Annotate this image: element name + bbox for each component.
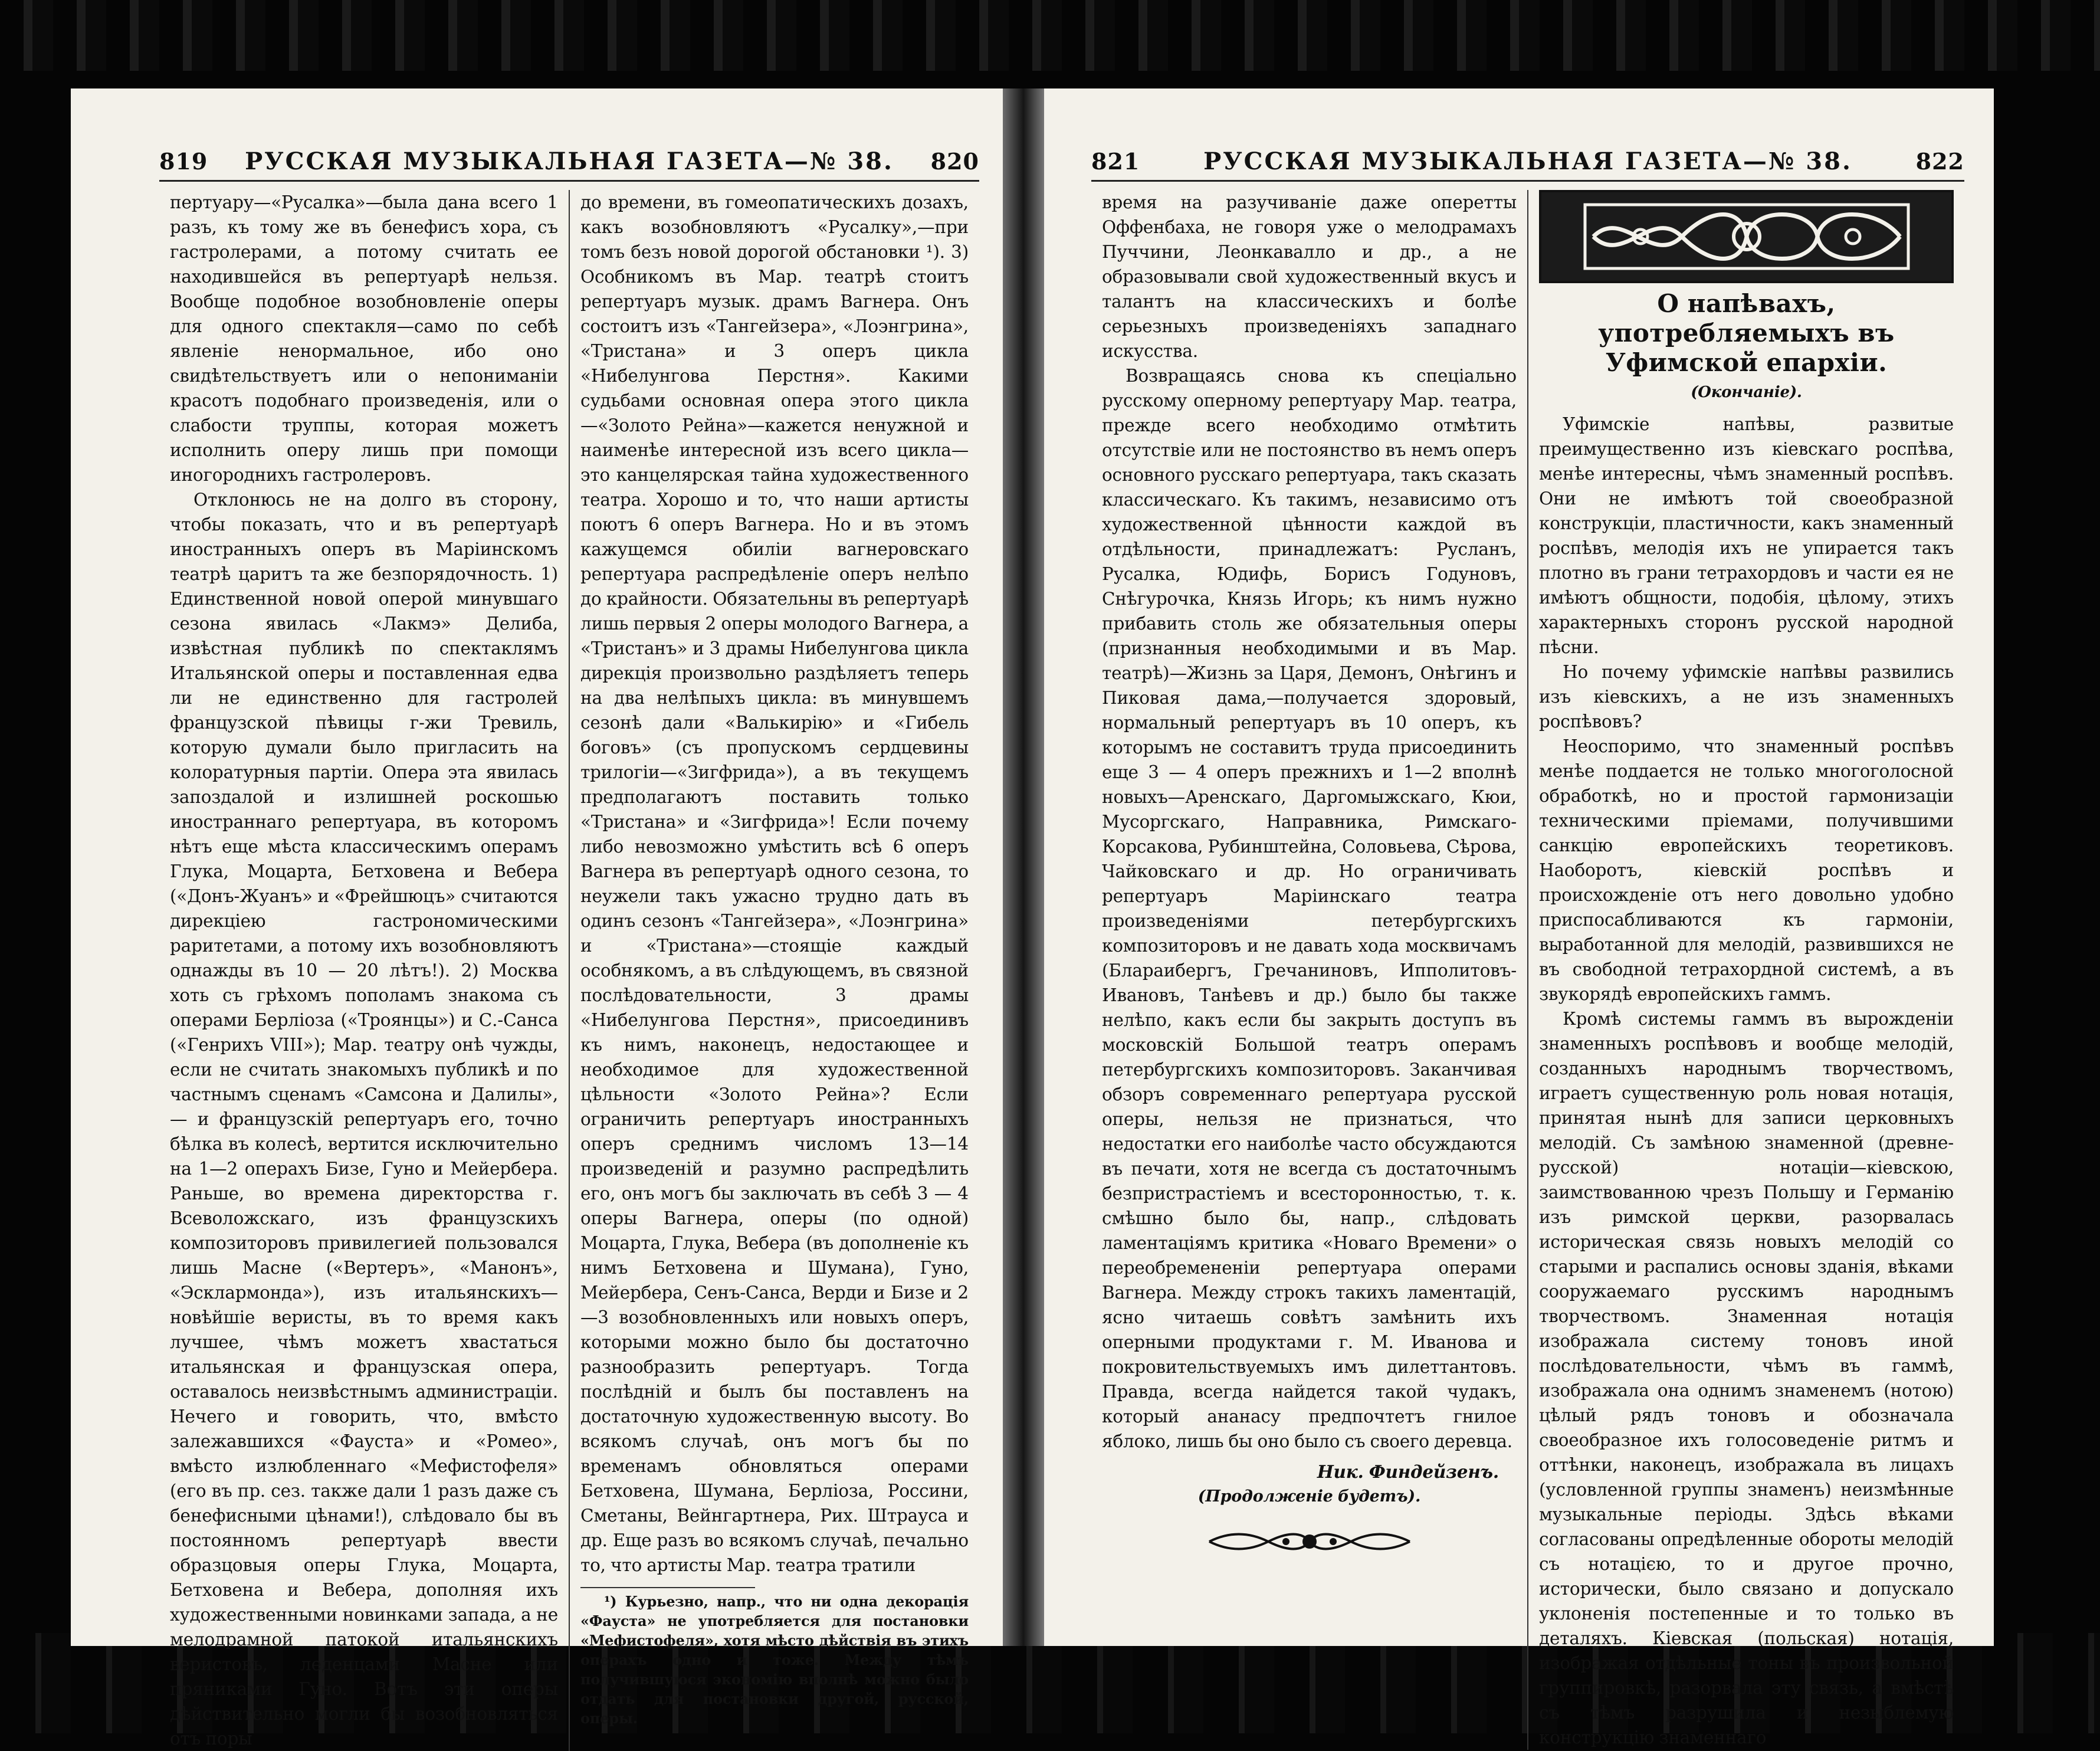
paragraph: Кромѣ системы гаммъ въ вырожденіи знаменныхъ роспѣвовъ и вообще мелодій, созданныхъ народнымъ творчествомъ, играетъ существенную роль новая нотація, принятая нынѣ для записи церковныхъ мелодій. Съ замѣною знаменной (древне-русской) нотаціи—кіевскою, заимствованною чрезъ Польшу и Германію изъ римской церкви, разорвалась историческая связь новыхъ мелодій со старыми и распались основы зданія, вѣками сооружаемаго русскимъ народнымъ творчествомъ. Знаменная нотація изображала систему тоновъ иной послѣдовательности, чѣмъ въ гаммѣ, изображала она однимъ знаменемъ (нотою) цѣлый рядъ тоновъ и обозначала своеобразное ихъ голосоведеніе ритмъ и оттѣнки, наконецъ, изображала въ лицахъ (условленной группы знаменъ) неизмѣнные музыкальные періоды. Здѣсь вѣками согласованы опредѣленные обороты мелодій съ нотацією, то и другое прочно, исторически, было связано и допускало уклоненія постепенные и то только въ деталяхъ. Кіевская (польская) нотація, изображая отдѣльные тоны въ произвольной группировкѣ, разорвала эту связь, а вмѣстѣ съ тѣмъ разрушила и незыблемую конструкцію знаменнаго [1539, 1009, 1954, 1747]
left-page-columns [159, 190, 979, 1751]
column-822 [1527, 190, 1964, 1750]
paragraph: Уфимскіе напѣвы, развитые преимущественно изъ кіевскаго роспѣва, менѣе интересны, чѣмъ знаменный роспѣвъ. Они не имѣютъ той своеобразной конструкціи, пластичности, какъ знаменный роспѣвъ, мелодія ихъ не упирается такъ плотно въ грани тетрахордовъ и части ея не имѣютъ общности, подобія, цѣлому, этихъ характерныхъ сторонъ русской народной пѣсни. [1539, 414, 1954, 657]
paragraph: Неоспоримо, что знаменный роспѣвъ менѣе поддается не только многоголосной обработкѣ, но и простой гармонизаціи техническими пріемами, получившими санкцію европейскихъ теоретиковъ. Наоборотъ, кіевскій роспѣвъ и происхожденіе отъ него довольно удобно приспосабливаются къ гармоніи, выработанной для мелодій, развившихся не въ свободной тетрахордной системѣ, а въ звукорядѣ европейскихъ гаммъ. [1539, 736, 1954, 1004]
footnote: ¹) Курьезно, напр., что ни одна декорація «Фауста» не употребляется для постановки «Мефистофеля», хотя мѣсто дѣйствія въ этихъ операхъ одно и тоже. Между тѣмъ получившуюся экономію вполнѣ можно было отдать для постановки другой, русской, оперы. [580, 1593, 969, 1727]
right-page [1044, 88, 1994, 1747]
to-be-continued: (Продолженіе будетъ). [1197, 1487, 1421, 1506]
paragraph: до времени, въ гомеопатическихъ дозахъ, какъ возобновляютъ «Русалку»,—при томъ безъ новой дорогой обстановки ¹). 3) Особникомъ въ Мар. театрѣ стоитъ репертуаръ музык. драмъ Вагнера. Онъ состоитъ изъ «Тангейзера», «Лоэнгрина», «Тристана» и 3 оперъ цикла «Нибелунгова Перстня». Какими судьбами основная опера этого цикла—«Золото Рейна»—кажется ненужной и наименѣе интересной изъ всего цикла—это канцелярская тайна художественного театра. Хорошо и то, что наши артисты поютъ 6 оперъ Вагнера. Но и въ этомъ кажущемся обиліи вагнеровскаго репертуара распредѣленіе оперъ нелѣпо до крайности. Обязательны въ репертуарѣ лишь первыя 2 оперы молодого Вагнера, а «Тристанъ» и 3 драмы Нибелунгова цикла дирекція произвольно раздѣляетъ теперь на два нелѣпыхъ цикла: въ минувшемъ сезонѣ дали «Валькирію» и «Гибель боговъ» (съ пропускомъ сердцевины трилогіи—«Зигфрида»), а въ текущемъ предполагаютъ поставить только «Тристана» и «Зигфрида»! Если почему либо невозможно умѣстить всѣ 6 оперъ Вагнера въ репертуарѣ одного сезона, то неужели такъ ужасно трудно дать въ одинъ сезонъ «Тангейзера», «Лоэнгрина» и «Тристана»—стоящіе каждый особнякомъ, а въ слѣдующемъ, въ связной послѣдовательности, 3 драмы «Нибелунгова Перстня», присоединивъ къ нимъ, наконецъ, недостающее и необходимое для художественной цѣльности «Золото Рейна»? Если ограничить репертуаръ иностранныхъ оперъ среднимъ числомъ 13—14 произведеній и разумно распредѣлить его, онъ могъ бы заключать въ себѣ 3 — 4 оперы Вагнера, оперы (по одной) Моцарта, Глука, Вебера (въ дополненіе къ нимъ Бетховена и Шумана), Гуно, Мейербера, Сенъ-Санса, Верди и Бизе и 2—3 возобновленныхъ или новыхъ оперъ, которыми можно было бы достаточно разнообразить репертуаръ. Тогда послѣдній и былъ бы поставленъ на достаточную художественную высоту. Во всякомъ случаѣ, онъ могъ бы по временамъ обновляться операми Бетховена, Шумана, Берліоза, Россини, Сметаны, Вейнгартнера, Рих. Штрауса и др. Еще разъ во всякомъ случаѣ, печально то, что артисты Мар. театра тратили [580, 192, 969, 1575]
newspaper-title: РУССКАЯ МУЗЫКАЛЬНАЯ ГАЗЕТА—№ 38. [245, 147, 894, 175]
paragraph: время на разучиваніе даже оперетты Оффенбаха, не говоря уже о мелодрамахъ Пуччини, Леонкавалло и др., а не образовывали свой художественный вкусъ и талантъ на классическихъ и болѣе серьезныхъ произведеніяхъ западнаго искусства. [1102, 192, 1517, 361]
page-number-821: 821 [1091, 148, 1140, 175]
column-821 [1091, 190, 1527, 1750]
paragraph: Отклонюсь не на долго въ сторону, чтобы показать, что и въ репертуарѣ иностранныхъ оперъ въ Маріинскомъ театрѣ царитъ та же безпорядочность. 1) Единственной новой оперой минувшаго сезона явилась «Лакмэ» Делиба, извѣстная публикѣ по спектаклямъ Итальянской оперы и поставленная едва ли не единственно для гастролей французской пѣвицы г-жи Тревиль, которую думали было пригласить на колоратурныя партіи. Опера эта явилась запоздалой и излишней роскошью иностраннаго репертуара, въ которомъ нѣтъ еще мѣста классическимъ операмъ Глука, Моцарта, Бетховена и Вебера («Донъ-Жуанъ» и «Фрейшюцъ» считаются дирекціею гастрономическими раритетами, а потому ихъ возобновляютъ однажды въ 10 — 20 лѣтъ!). 2) Москва хоть съ грѣхомъ пополамъ знакома съ операми Берліоза («Троянцы») и С.-Санса («Генрихъ VIII»); Мар. театру онѣ чужды, если не считать знакомыхъ публикѣ и по частнымъ сценамъ «Самсона и Далилы», — и французскій репертуаръ его, точно бѣлка въ колесѣ, вертится исключительно на 1—2 операхъ Бизе, Гуно и Мейербера. Раньше, во времена директорства г. Всеволожскаго, изъ французскихъ композиторовъ привилегией пользовался лишь Масне («Вертеръ», «Манонъ», «Эсклармонда»), изъ итальянскихъ—новѣйшіе веристы, въ то время какъ лучшее, чѣмъ можетъ хвастаться итальянская и французская опера, оставалось неизвѣстнымъ администраціи. Нечего и говорить, что, вмѣсто залежавшихся «Фауста» и «Ромео», вмѣсто излюбленнаго «Мефистофеля» (его въ пр. сез. также дали 1 разъ даже съ бенефисными цѣнами!), слѣдовало бы въ постоянномъ репертуарѣ ввести образцовыя оперы Глука, Моцарта, Бетховена и Вебера, дополняя ихъ художественными новинками запада, а не мелодрамной патокой итальянскихъ веристовъ, леденцами Масне или пряниками Гуно. Вотъ эти оперы дѣйствительно могли бы возобновляться отъ поры [170, 490, 558, 1749]
paragraph: пертуару—«Русалка»—была дана всего 1 разъ, къ тому же въ бенефисъ хора, съ гастролерами, а потому считать ее находившейся въ репертуарѣ нельзя. Вообще подобное возобновленіе оперы для одного спектакля—само по себѣ явленіе ненормальное, ибо оно свидѣтельствуетъ или о непониманіи красотъ подобнаго произведенія, или о слабости труппы, которая можетъ исполнить оперу лишь при помощи иногороднихъ гастролеровъ. [170, 192, 558, 485]
left-page-header [159, 147, 979, 182]
knotwork-ornament-icon [1581, 201, 1912, 272]
article-subtitle: (Окончаніе). [1691, 383, 1802, 401]
column-819 [159, 190, 569, 1751]
newspaper-title: РУССКАЯ МУЗЫКАЛЬНАЯ ГАЗЕТА—№ 38. [1203, 147, 1852, 175]
book-gutter [1003, 88, 1044, 1646]
article-title: О напѣвахъ, употребляемыхъ въ Уфимской епархіи. [1598, 289, 1895, 377]
ornamental-header-icon [1539, 190, 1954, 283]
scan-border-top [0, 0, 2100, 71]
page-number-819: 819 [159, 148, 208, 175]
right-page-columns [1091, 190, 1964, 1750]
page-number-820: 820 [930, 148, 979, 175]
page-number-822: 822 [1915, 148, 1964, 175]
left-page [71, 88, 1003, 1749]
column-820 [569, 190, 979, 1751]
paragraph: Возвращаясь снова къ спеціально русскому оперному репертуару Мар. театра, прежде всего необходимо отмѣтить отсутствіе или не постоянство въ немъ оперъ основного русскаго репертуара, такъ сказать классическаго. Къ такимъ, независимо отъ художественной цѣнности каждой въ отдѣльности, принадлежатъ: Русланъ, Русалка, Юдифь, Борисъ Годуновъ, Снѣгурочка, Князь Игорь; къ нимъ нужно прибавить столь же обязательныя оперы (признанныя необходимыми и въ Мар. театрѣ)—Жизнь за Царя, Демонъ, Онѣгинъ и Пиковая дама,—получается здоровый, нормальный репертуаръ въ 10 оперъ, къ которымъ не составитъ труда присоединить еще 3 — 4 оперъ прежнихъ и 1—2 вполнѣ новыхъ—Аренскаго, Даргомыжскаго, Кюи, Мусоргскаго, Направника, Римскаго-Корсакова, Рубинштейна, Соловьева, Сѣрова, Чайковскаго и др. Но ограничивать репертуаръ Маріинскаго театра произведеніями петербургскихъ композиторовъ и не давать хода москвичамъ (Блараибергъ, Гречаниновъ, Ипполитовъ-Ивановъ, Танѣевъ и др.) было бы также нелѣпо, какъ если бы закрыть доступъ въ московскій Большой театръ операмъ петербургскихъ композиторовъ. Заканчивая обзоръ современнаго репертуара русской оперы, нельзя не признаться, что недостатки его наиболѣе часто обсуждаются въ печати, хотя не всегда съ достаточнымъ безпристрастіемъ и всесторонностью, т. к. смѣшно было бы, напр., слѣдовать ламентаціямъ критика «Новаго Времени» о переобремененіи репертуара операми Вагнера. Между строкъ такихъ ламентацій, ясно читаешь совѣтъ замѣнить ихъ оперными продуктами г. М. Иванова и покровительствуемыхъ имъ дилеттантовъ. Правда, всегда найдется такой чудакъ, который ананасу предпочтетъ гнилое яблоко, лишь бы оно было съ своего деревца. [1102, 366, 1517, 1451]
footnote-divider [580, 1587, 755, 1588]
right-page-header [1091, 147, 1964, 182]
paragraph: Но почему уфимскіе напѣвы развились изъ кіевскихъ, а не изъ знаменныхъ роспѣвовъ? [1539, 662, 1954, 732]
author-signature: Ник. Финдейзенъ. [1317, 1461, 1499, 1482]
ornament-divider-icon [1203, 1527, 1416, 1556]
